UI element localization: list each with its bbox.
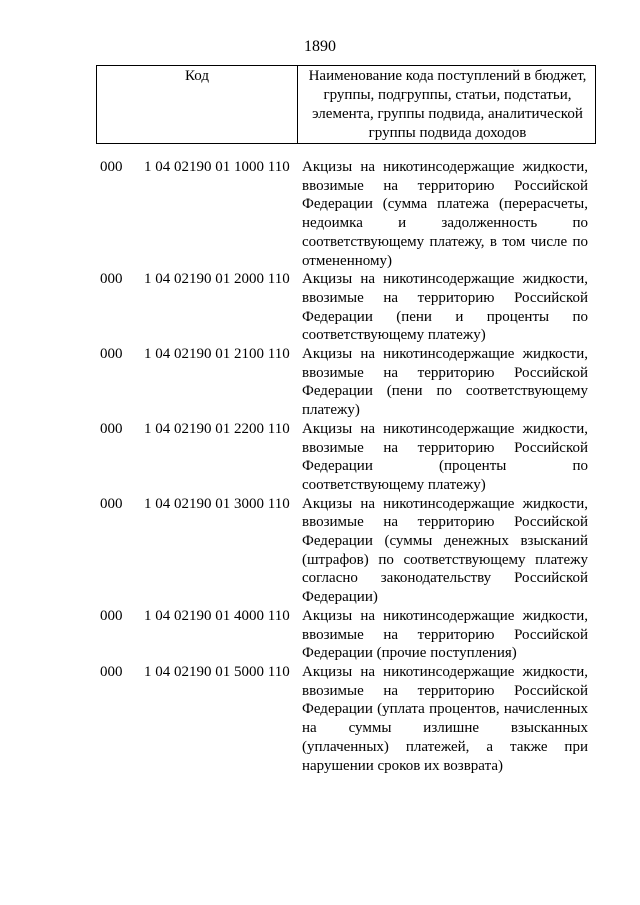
table-header bbox=[96, 65, 596, 144]
admin-code: 000 bbox=[100, 607, 123, 624]
admin-code: 000 bbox=[100, 159, 123, 175]
admin-code: 000 bbox=[100, 346, 123, 363]
table-row bbox=[100, 345, 600, 420]
income-code-name: Акцизы на никотинсодержащие жидкости, ввозимые на территорию Российской Федерации (проценты по соответствующему платежу) bbox=[302, 420, 588, 493]
table-row bbox=[100, 420, 600, 495]
table-row bbox=[100, 495, 600, 607]
admin-code: 000 bbox=[100, 420, 123, 437]
admin-code: 000 bbox=[100, 271, 123, 288]
income-code: 1 04 02190 01 1000 110 bbox=[144, 159, 290, 175]
admin-code: 000 bbox=[100, 663, 123, 680]
income-code: 1 04 02190 01 4000 110 bbox=[144, 607, 290, 624]
header-name-column: Наименование кода поступлений в бюджет, группы, подгруппы, статьи, подстатьи, элемента, группы подвида, аналитической группы подвида доходов bbox=[308, 68, 587, 141]
table-row bbox=[100, 663, 600, 775]
page-number: 1890 bbox=[304, 38, 336, 55]
income-code-name: Акцизы на никотинсодержащие жидкости, ввозимые на территорию Российской Федерации (пени по соответствующему платежу) bbox=[302, 346, 588, 419]
income-code: 1 04 02190 01 2100 110 bbox=[144, 346, 290, 363]
admin-code: 000 bbox=[100, 495, 123, 512]
table-row bbox=[100, 607, 600, 663]
income-code-name: Акцизы на никотинсодержащие жидкости, ввозимые на территорию Российской Федерации (сумма платежа (перерасчеты, недоимка и задолженность по соответствующему платежу, в том числе по отмененному) bbox=[302, 159, 588, 269]
income-code-name: Акцизы на никотинсодержащие жидкости, ввозимые на территорию Российской Федерации (суммы денежных взысканий (штрафов) по соответствующему платежу согласно законодательству Российской Федерации) bbox=[302, 495, 588, 606]
header-code-column: Код bbox=[97, 66, 298, 143]
table-row bbox=[100, 270, 600, 345]
income-code: 1 04 02190 01 5000 110 bbox=[144, 663, 290, 680]
income-code-name: Акцизы на никотинсодержащие жидкости, ввозимые на территорию Российской Федерации (уплата процентов, начисленных на суммы излишне взысканных (уплаченных) платежей, а также при нарушении сроков их возврата) bbox=[302, 663, 588, 774]
table-row bbox=[100, 158, 600, 270]
income-code: 1 04 02190 01 3000 110 bbox=[144, 495, 290, 512]
income-code-name: Акцизы на никотинсодержащие жидкости, ввозимые на территорию Российской Федерации (прочие поступления) bbox=[302, 607, 588, 662]
income-codes-list bbox=[100, 158, 600, 775]
income-code: 1 04 02190 01 2200 110 bbox=[144, 420, 290, 437]
income-code: 1 04 02190 01 2000 110 bbox=[144, 271, 290, 288]
income-code-name: Акцизы на никотинсодержащие жидкости, ввозимые на территорию Российской Федерации (пени и проценты по соответствующему платежу) bbox=[302, 271, 588, 344]
